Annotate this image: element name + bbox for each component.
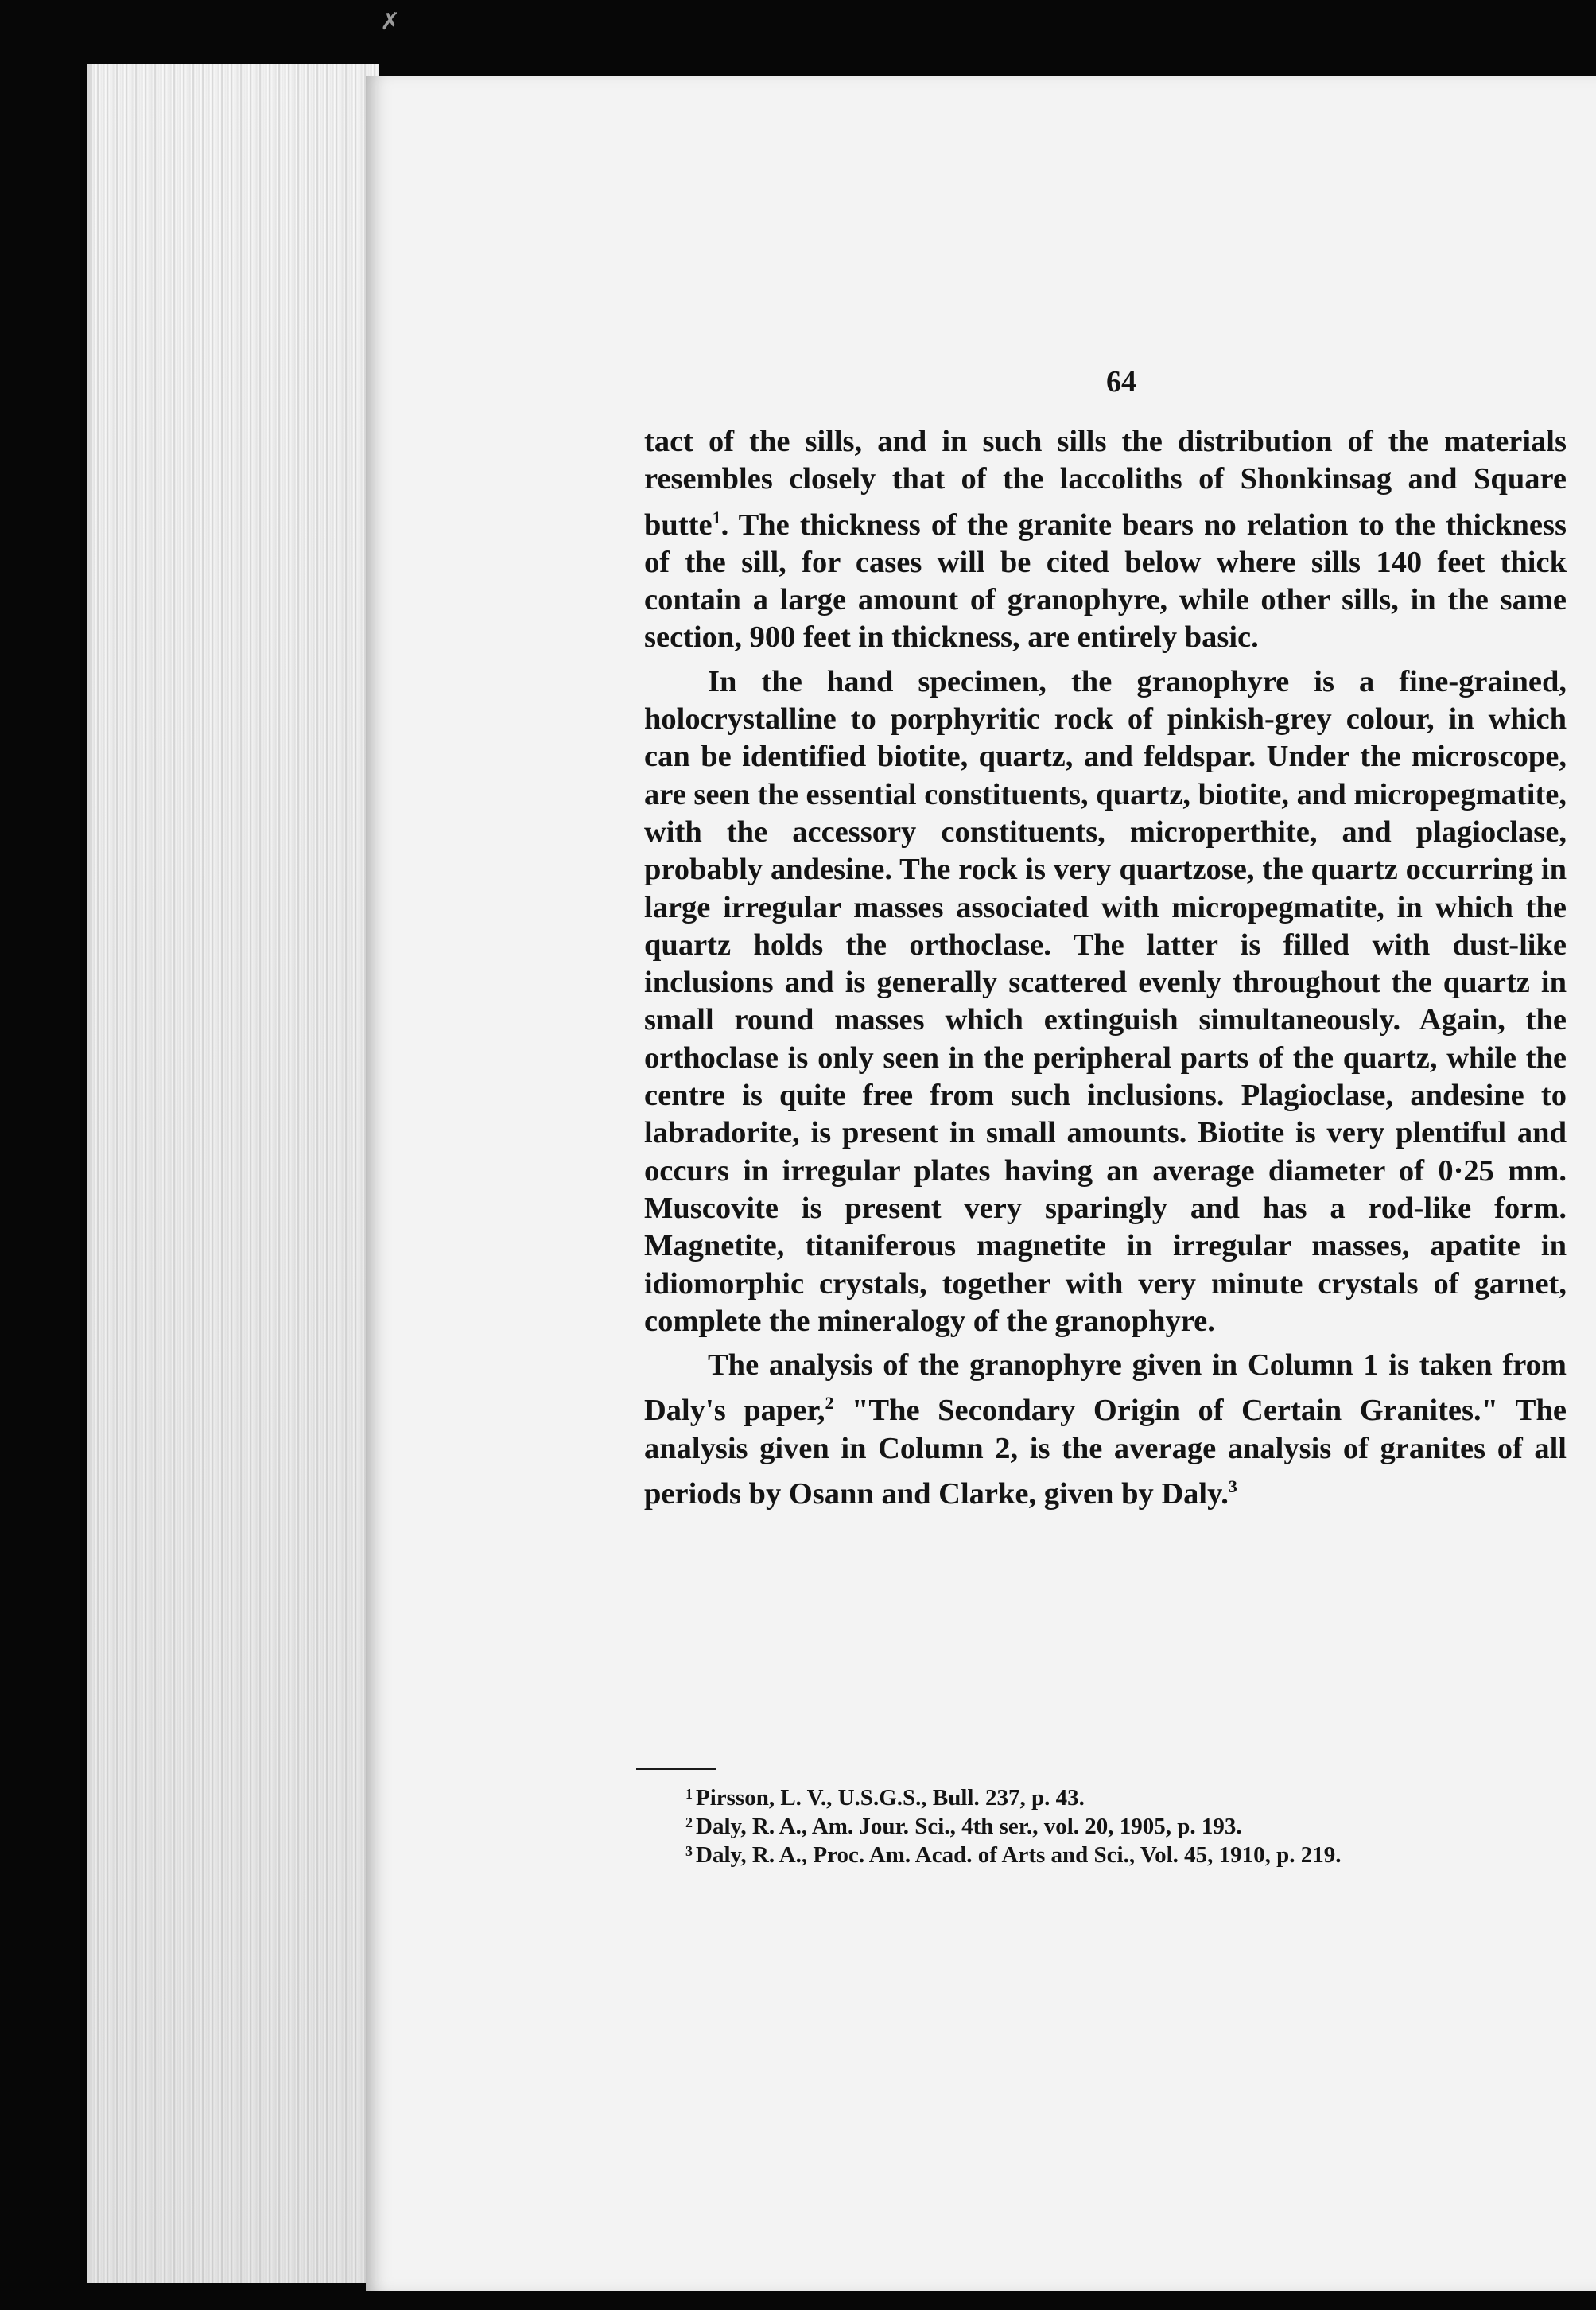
footnote-mark: 3 [685,1843,693,1859]
body-text [644,423,1567,1513]
footnote-3 [685,1839,1568,1868]
paragraph-2-text: In the hand specimen, the granophyre is a fine-grained, holocrystalline to porphyritic rock of pinkish-grey colour, in which can be identified biotite, quartz, and feldspar. Under the microscope, are seen the essential constituents, quartz, biotite, and micropegmatite, with the accessory constituents, microperthite, and plagioclase, probably andesine. The rock is very quartzose, the quartz occurring in large irregular masses associated with micropegmatite, in which the quartz holds the orthoclase. The latter is filled with dust-like inclusions and is generally scattered evenly throughout the quartz in small round masses which extinguish simultaneously. Again, the orthoclase is only seen in the peripheral parts of the quartz, while the centre is quite free from such inclusions. Plagioclase, andesine to labradorite, is present in small amounts. Biotite is very plentiful and occurs in irregular plates having an average diameter of 0·25 mm. Muscovite is present very sparingly and has a rod-like form. Magnetite, titaniferous magnetite in irregular masses, apatite in idiomorphic crystals, together with very minute crystals of garnet, complete the mineralogy of the granophyre. [644,664,1567,1338]
footnote-ref-3: 3 [1228,1476,1237,1497]
footnote-text: Pirsson, L. V., U.S.G.S., Bull. 237, p. 43. [696,1785,1085,1810]
footnote-2 [685,1810,1568,1839]
paragraph-1 [644,423,1567,657]
footnote-mark: 2 [685,1814,693,1830]
footnote-ref-1: 1 [712,507,721,527]
paragraph-1-text-continued: . The thickness of the granite bears no relation to the thickness of the sill, for cases will be cited below where sills 140 feet thick contain a large amount of granophyre, while other sills, in the same section, 900 feet in thickness, are entirely basic. [644,508,1567,655]
footnote-text: Daly, R. A., Proc. Am. Acad. of Arts and Sci., Vol. 45, 1910, p. 219. [696,1842,1342,1868]
footnote-text: Daly, R. A., Am. Jour. Sci., 4th ser., vol. 20, 1905, p. 193. [696,1814,1242,1839]
footnote-1 [685,1782,1568,1810]
paragraph-2 [644,663,1567,1340]
paragraph-1-text: tact of the sills, and in such sills the distribution of the materials resembles closely that of the laccoliths of Shonkinsag and Square butte [644,425,1567,542]
footnote-mark: 1 [685,1786,693,1802]
footnotes [685,1782,1568,1868]
page-edges-stack [87,64,379,2283]
footnote-ref-2: 2 [825,1393,834,1414]
scan-mark-icon: ✗ [380,8,401,36]
footnote-divider [636,1768,716,1770]
paragraph-3-text-continued: "The Secondary Origin of Certain Granites." The analysis given in Column 2, is the average analysis of granites of all periods by Osann and Clarke, given by Daly. [644,1394,1567,1511]
page-number: 64 [1106,365,1136,399]
paragraph-3 [644,1347,1567,1513]
paragraph-3-text: The analysis of the granophyre given in Column 1 is taken from Daly's paper, [644,1348,1567,1428]
